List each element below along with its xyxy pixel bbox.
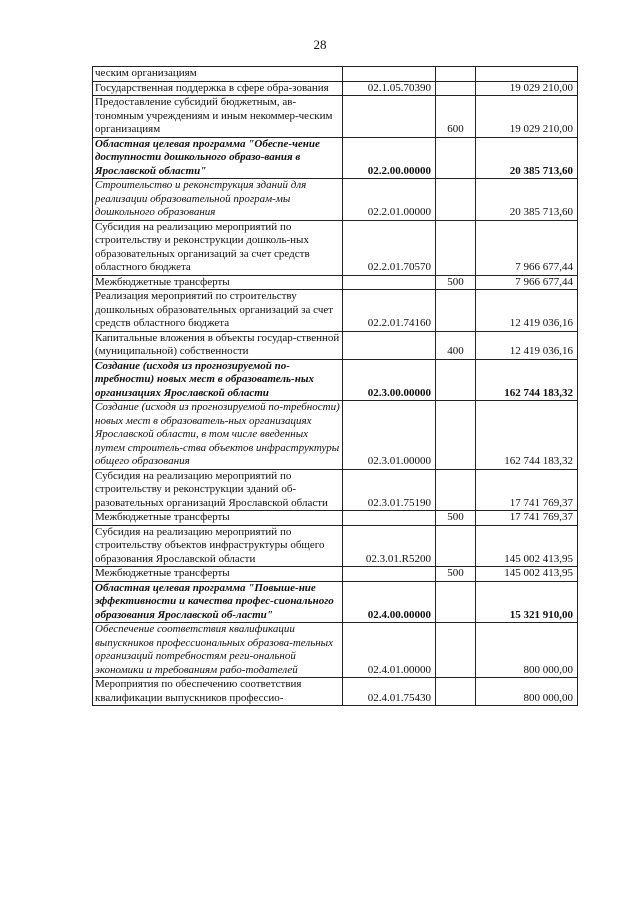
row-expense-type-cell (436, 220, 476, 275)
row-name-cell: Строительство и реконструкция зданий для реализации образовательной програм-мы дошкольного образования (93, 179, 343, 221)
row-amount-cell: 20 385 713,60 (476, 137, 578, 179)
row-name-cell: Субсидия на реализацию мероприятий по строительству объектов инфраструктуры общего образования Ярославской области (93, 525, 343, 567)
table-row (93, 359, 578, 401)
row-expense-type-cell (436, 137, 476, 179)
row-code-cell: 02.3.01.00000 (343, 401, 436, 470)
row-expense-type-cell: 500 (436, 567, 476, 582)
row-name-cell: Создание (исходя из прогнозируемой по-требности) новых мест в образователь-ных организациях Ярославской области (93, 359, 343, 401)
budget-table-body (93, 67, 578, 706)
row-code-cell: 02.3.01.75190 (343, 469, 436, 511)
row-amount-cell: 800 000,00 (476, 623, 578, 678)
row-name-cell: Реализация мероприятий по строительству дошкольных образовательных организаций за счет средств областного бюджета (93, 290, 343, 332)
row-code-cell: 02.4.01.75430 (343, 678, 436, 706)
row-code-cell: 02.3.00.00000 (343, 359, 436, 401)
row-code-cell: 02.2.01.74160 (343, 290, 436, 332)
row-code-cell (343, 567, 436, 582)
row-code-cell: 02.4.00.00000 (343, 581, 436, 623)
row-expense-type-cell (436, 581, 476, 623)
row-expense-type-cell (436, 290, 476, 332)
table-row (93, 511, 578, 526)
row-amount-cell: 800 000,00 (476, 678, 578, 706)
row-amount-cell: 7 966 677,44 (476, 275, 578, 290)
row-code-cell (343, 331, 436, 359)
table-row (93, 137, 578, 179)
row-name-cell: Мероприятия по обеспечению соответствия квалификации выпускников профессио- (93, 678, 343, 706)
row-expense-type-cell (436, 179, 476, 221)
row-code-cell (343, 67, 436, 82)
row-expense-type-cell (436, 401, 476, 470)
row-amount-cell: 20 385 713,60 (476, 179, 578, 221)
row-amount-cell: 17 741 769,37 (476, 469, 578, 511)
row-expense-type-cell (436, 678, 476, 706)
row-amount-cell: 145 002 413,95 (476, 525, 578, 567)
row-code-cell (343, 96, 436, 138)
row-name-cell: Предоставление субсидий бюджетным, ав-тономным учреждениям и иным некоммер-ческим организациям (93, 96, 343, 138)
row-amount-cell: 17 741 769,37 (476, 511, 578, 526)
row-code-cell: 02.2.01.00000 (343, 179, 436, 221)
table-row (93, 331, 578, 359)
table-row (93, 81, 578, 96)
table-row (93, 220, 578, 275)
row-name-cell: Межбюджетные трансферты (93, 275, 343, 290)
table-row (93, 401, 578, 470)
row-code-cell: 02.2.00.00000 (343, 137, 436, 179)
row-amount-cell: 145 002 413,95 (476, 567, 578, 582)
budget-table (92, 66, 578, 706)
row-amount-cell (476, 67, 578, 82)
row-expense-type-cell (436, 623, 476, 678)
table-row (93, 567, 578, 582)
row-name-cell: Создание (исходя из прогнозируемой по-требности) новых мест в образователь-ных организациях Ярославской области, в том числе введенных путем строитель-ства объектов инфраструктуры общего образования (93, 401, 343, 470)
row-amount-cell: 162 744 183,32 (476, 359, 578, 401)
row-name-cell: Обеспечение соответствия квалификации выпускников профессиональных образова-тельных организаций потребностям реги-ональной экономики и требованиям рабо-тодателей (93, 623, 343, 678)
row-name-cell: Государственная поддержка в сфере обра-зования (93, 81, 343, 96)
row-expense-type-cell (436, 359, 476, 401)
table-row (93, 179, 578, 221)
row-amount-cell: 162 744 183,32 (476, 401, 578, 470)
row-code-cell: 02.1.05.70390 (343, 81, 436, 96)
row-name-cell: Капитальные вложения в объекты государ-ственной (муниципальной) собственности (93, 331, 343, 359)
table-row (93, 96, 578, 138)
row-expense-type-cell (436, 469, 476, 511)
row-name-cell: ческим организациям (93, 67, 343, 82)
row-name-cell: Субсидия на реализацию мероприятий по строительству и реконструкции дошколь-ных образовательных организаций за счет средств областного бюджета (93, 220, 343, 275)
row-code-cell (343, 511, 436, 526)
row-expense-type-cell: 500 (436, 511, 476, 526)
table-row (93, 581, 578, 623)
page-number: 28 (313, 37, 327, 52)
row-expense-type-cell (436, 525, 476, 567)
row-code-cell: 02.3.01.R5200 (343, 525, 436, 567)
table-row (93, 623, 578, 678)
table-row (93, 525, 578, 567)
row-amount-cell: 19 029 210,00 (476, 96, 578, 138)
table-row (93, 67, 578, 82)
row-code-cell: 02.4.01.00000 (343, 623, 436, 678)
table-row (93, 469, 578, 511)
row-amount-cell: 12 419 036,16 (476, 331, 578, 359)
row-code-cell: 02.2.01.70570 (343, 220, 436, 275)
row-expense-type-cell: 400 (436, 331, 476, 359)
table-row (93, 275, 578, 290)
row-name-cell: Межбюджетные трансферты (93, 511, 343, 526)
row-expense-type-cell: 600 (436, 96, 476, 138)
row-name-cell: Областная целевая программа "Повыше-ние эффективности и качества профес-сионального образования Ярославской об-ласти" (93, 581, 343, 623)
table-row (93, 678, 578, 706)
row-name-cell: Межбюджетные трансферты (93, 567, 343, 582)
row-expense-type-cell (436, 67, 476, 82)
row-name-cell: Областная целевая программа "Обеспе-чение доступности дошкольного образо-вания в Ярославской области" (93, 137, 343, 179)
row-amount-cell: 7 966 677,44 (476, 220, 578, 275)
row-expense-type-cell: 500 (436, 275, 476, 290)
row-amount-cell: 19 029 210,00 (476, 81, 578, 96)
row-name-cell: Субсидия на реализацию мероприятий по строительству и реконструкции зданий об-разовательных организаций Ярославской области (93, 469, 343, 511)
row-code-cell (343, 275, 436, 290)
row-amount-cell: 12 419 036,16 (476, 290, 578, 332)
row-expense-type-cell (436, 81, 476, 96)
row-amount-cell: 15 321 910,00 (476, 581, 578, 623)
table-row (93, 290, 578, 332)
